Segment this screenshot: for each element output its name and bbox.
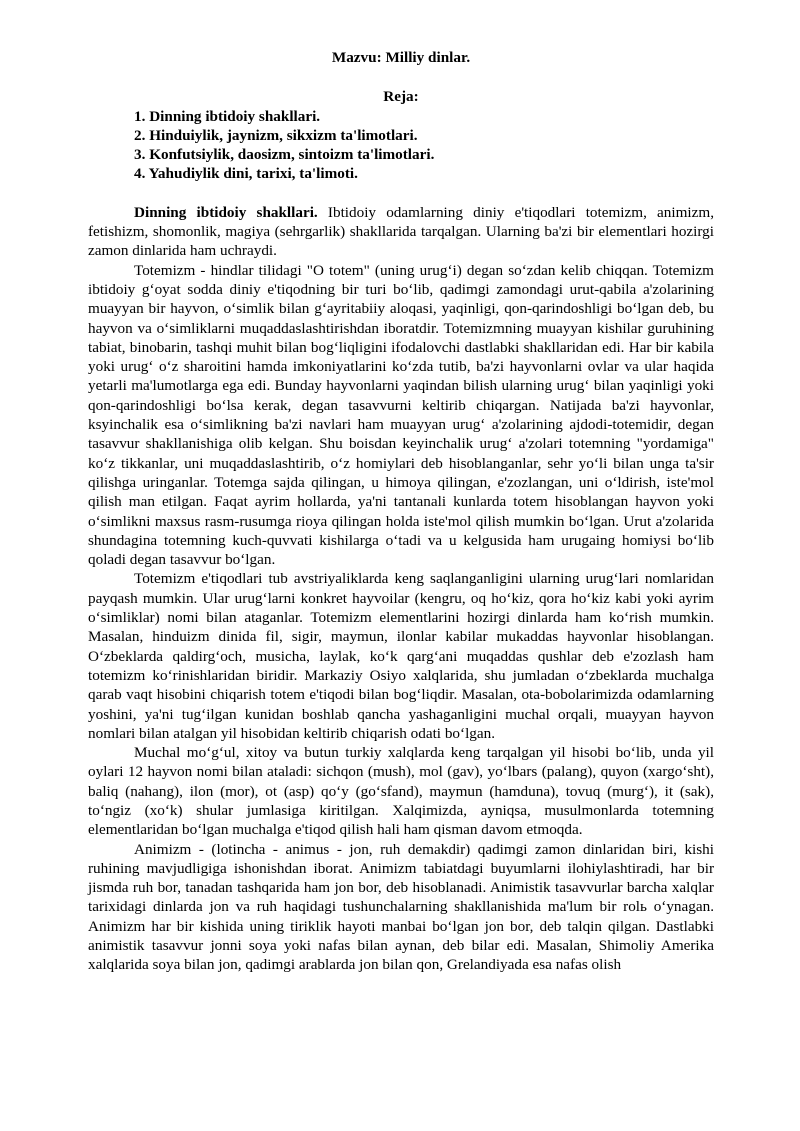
section-heading: Dinning ibtidoiy shakllari.	[134, 203, 318, 221]
plan-item: 1. Dinning ibtidoiy shakllari.	[134, 107, 321, 125]
plan-item: 3. Konfutsiylik, daosizm, sintoizm ta'limotlari.	[134, 146, 435, 164]
document-title: Mazvu: Milliy dinlar.	[331, 49, 471, 66]
plan-list	[88, 107, 714, 184]
body-paragraph: Muchal mo‘g‘ul, xitoy va butun turkiy xalqlarda keng tarqalgan yil hisobi bo‘lib, unda yil oylari 12 hayvon nomi bilan ataladi: sichqon (mush), mol (gav), yo‘lbars (palang), quyon (xargo‘sht), baliq (nahang), ilon (mor), ot (asp) qo‘y (go‘sfand), maymun (hamduna), tovuq (murg‘), it (sak), to‘ngiz (xo‘k) shular jumlasiga kiritilgan. Xalqimizda, ayniqsa, musulmonlarda totemning elementlaridan bo‘lgan muchalga e'tiqod qilish hali ham qisman davom etmoqda.	[88, 744, 714, 839]
body-paragraph: Animizm - (lotincha - animus - jon, ruh demakdir) qadimgi zamon dinlaridan biri, kishi ruhining mavjudligiga ishonishdan iborat. Animizm tabiatdagi buyumlarni ilohiylashtiradi, har bir jismda ruh bor, tanadan tashqarida ham jon bor, deb hisoblanadi. Animistik tasavvurlar barcha xalqlar tarixidagi dinlarda jon va ruh haqidagi tushunchalarning shakllanishida ma'lum bir rolь o‘ynagan. Animizm har bir kishida uning tiriklik hayoti manbai bo‘lgan jon bor, deb talqin qilgan. Dastlabki animistik tasavvur jonni soya yoki nafas bilan aynan, deb bilar edi. Masalan, Shimoliy Amerika xalqlarida soya bilan jon, qadimgi arablarda jon bilan qon, Grelandiyada esa nafas olish	[88, 840, 714, 974]
plan-heading: Reja:	[383, 88, 419, 106]
body-paragraph: Totemizm - hindlar tilidagi "O totem" (uning urug‘i) degan so‘zdan kelib chiqqan. Totemizm ibtidoiy g‘oyat sodda diniy e'tiqodning bir turi bo‘lib, qadimgi zamondagi urut-qabila a'zolarining muayyan bir hayvon, o‘simlik bilan g‘ayritabiiy aloqasi, yaqinligi, qon-qarindoshligi bo‘lgan deb, bu hayvon va o‘simliklarni muqaddaslashtirishdan iboratdir. Totemizmning muayyan kishilar guruhining tabiat, binobarin, tashqi muhit bilan bog‘liqligini ifodalovchi dastlabki shakllaridan edi. Har bir kabila yoki urug‘ o‘z sharoitini hamda imkoniyatlarini ko‘zda tutib, ba'zi hayvonlarni ovlar va ular haqida yetarli ma'lumotlarga ega edi. Bunday hayvonlarni yaqindan bilish ularning urug‘ bilan yaqinligi yoki qon-qarindoshligi bo‘lsa kerak, degan tasavvurni keltirib chiqargan. Natijada ba'zi hayvonlar, ksyinchalik esa o‘simlikning ba'zi navlari ham muayyan urug‘ a'zolarining ajdodi-totemidir, degan tasavvur shakllanishiga olib kelgan. Shu boisdan keyinchalik urug‘ a'zolari totemning "yordamiga" ko‘z tikkanlar, uni muqaddaslashtirib, o‘z homiylari deb hisoblanganlar, sehr yo‘li bilan unga ta'sir qilishga uringanlar. Totemga sajda qilingan, u himoya qilingan, e'zozlangan, uni o‘ldirish, iste'mol qilish man etilgan. Faqat ayrim hollarda, ya'ni tantanali kunlarda totem hisoblangan hayvon yoki o‘simlikni maxsus rasm-rusumga rioya qilingan holda iste'mol qilish mumkin bo‘lgan. Urut a'zolarida shundagina totemning kuch-quvvati kishilarga o‘tadi va u kelgusida ham urugaing homiysi bo‘lib qoladi degan tasavvur bo‘lgan.	[88, 261, 714, 569]
intro-text: Ibtidoiy odamlarning diniy e'tiqodlari totemizm, animizm, fetishizm, shomonlik, magiya (sehrgarlik) shakllarida tarqalgan. Ularning ba'zi bir elementlari hozirgi zamon dinlarida ham uchraydi.	[88, 203, 714, 260]
plan-item: 4. Yahudiylik dini, tarixi, ta'limoti.	[134, 165, 358, 183]
body-paragraph: Totemizm e'tiqodlari tub avstriyaliklarda keng saqlanganligini ularning urug‘lari nomlaridan payqash mumkin. Ular urug‘larni konkret hayvoilar (kengru, oq ho‘kiz, qora ho‘kiz kabi yoki ayrim o‘simliklar) nomi bilan ataganlar. Totemizm elementlarini hozirgi dinlarda ham ko‘rish mumkin. Masalan, hinduizm dinida fil, sigir, maymun, ilonlar kabilar mukaddas hayvonlar hisoblangan. O‘zbeklarda qaldirg‘och, musicha, laylak, ko‘k qarg‘ani muqaddas qushlar deb e'zozlash ham totemizm ko‘rinishlaridan biridir. Markaziy Osiyo xalqlarida, shu jumladan o‘zbeklarda muchalga qarab vaqt hisobini chiqarish totem e'tiqodi bilan bog‘liqdir. Masalan, ota-bobolarimizda odamlarning yoshini, ya'ni tug‘ilgan kunidan boshlab qancha yashaganligini muchal orqali, muayyan hayvon nomlari bilan atalgan yil hisobidan keltirib chiqarish odati bo‘lgan.	[88, 570, 714, 742]
plan-item: 2. Hinduiylik, jaynizm, sikxizm ta'limotlari.	[134, 126, 418, 144]
intro-paragraph	[88, 203, 714, 261]
